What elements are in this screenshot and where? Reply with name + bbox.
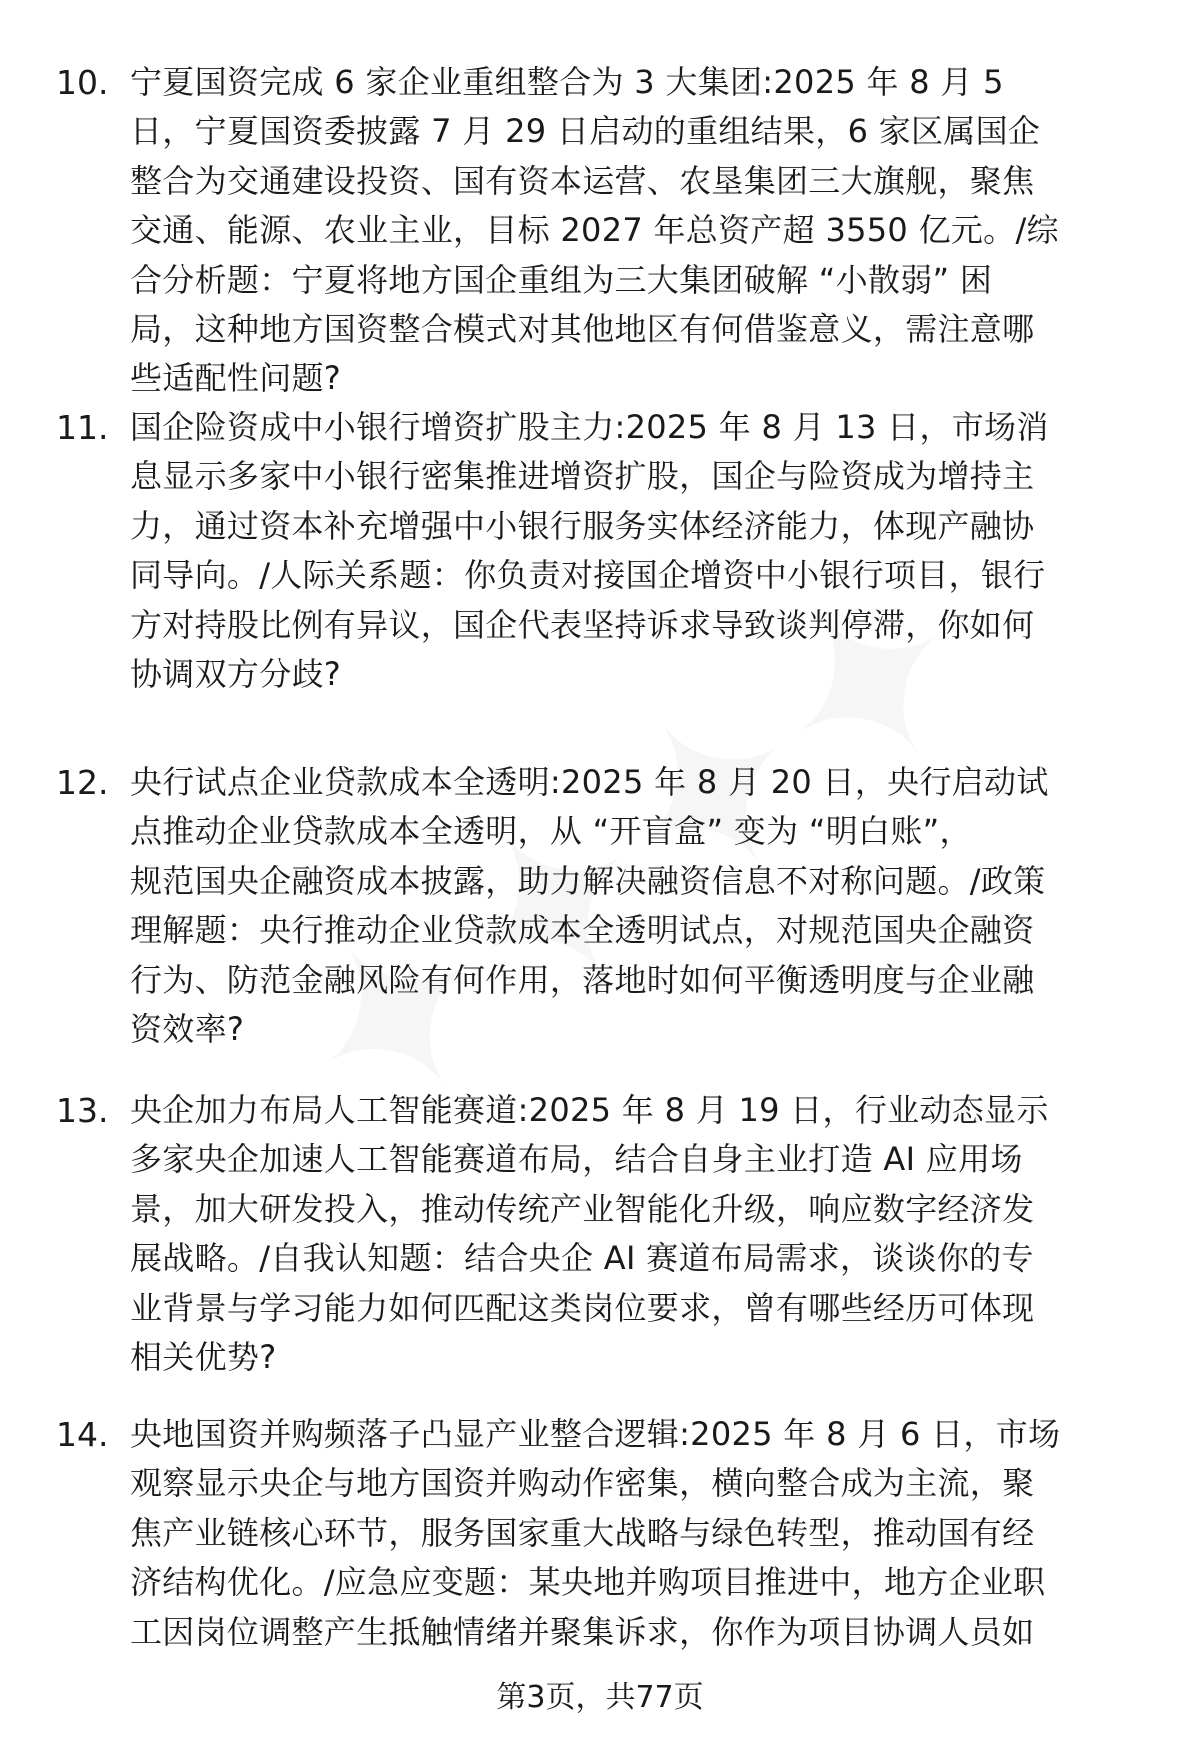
text-line: 日，宁夏国资委披露 7 月 29 日启动的重组结果，6 家区属国企 bbox=[130, 112, 1041, 151]
item-number: 13. bbox=[56, 1091, 109, 1130]
text-line: 展战略。/自我认知题：结合央企 AI 赛道布局需求，谈谈你的专 bbox=[130, 1239, 1034, 1278]
text-line: 央行试点企业贷款成本全透明:2025 年 8 月 20 日，央行启动试 bbox=[130, 763, 1049, 801]
text-line: 相关优势? bbox=[130, 1338, 277, 1377]
text-line: 央地国资并购频落子凸显产业整合逻辑:2025 年 8 月 6 日，市场 bbox=[130, 1415, 1061, 1453]
text-line: 理解题：央行推动企业贷款成本全透明试点，对规范国央企融资 bbox=[130, 911, 1035, 950]
text-line: 整合为交通建设投资、国有资本运营、农垦集团三大旗舰，聚焦 bbox=[130, 161, 1035, 200]
item-number: 10. bbox=[56, 63, 109, 102]
text-line: 合分析题：宁夏将地方国企重组为三大集团破解 “小散弱” 困 bbox=[130, 260, 993, 299]
text-line: 交通、能源、农业主业，目标 2027 年总资产超 3550 亿元。/综 bbox=[130, 211, 1059, 250]
item-number: 14. bbox=[56, 1415, 109, 1454]
text-line: 协调双方分歧? bbox=[130, 655, 342, 694]
text-line: 方对持股比例有异议，国企代表坚持诉求导致谈判停滞，你如何 bbox=[130, 605, 1035, 644]
text-line: 央企加力布局人工智能赛道:2025 年 8 月 19 日，行业动态显示 bbox=[130, 1091, 1049, 1129]
text-line: 点推动企业贷款成本全透明，从 “开盲盒” 变为 “明白账”， bbox=[130, 812, 972, 851]
page-footer: 第3页，共77页 bbox=[496, 1680, 704, 1715]
item-text bbox=[130, 758, 1160, 1054]
text-line: 些适配性问题? bbox=[130, 359, 342, 398]
text-line: 工因岗位调整产生抵触情绪并聚集诉求，你作为项目协调人员如 bbox=[130, 1612, 1035, 1651]
text-line: 局，这种地方国资整合模式对其他地区有何借鉴意义，需注意哪 bbox=[130, 310, 1035, 349]
text-line: 资效率? bbox=[130, 1010, 245, 1049]
text-line: 行为、防范金融风险有何作用，落地时如何平衡透明度与企业融 bbox=[130, 960, 1035, 999]
text-line: 业背景与学习能力如何匹配这类岗位要求，曾有哪些经历可体现 bbox=[130, 1288, 1035, 1327]
text-line: 焦产业链核心环节，服务国家重大战略与绿色转型，推动国有经 bbox=[130, 1513, 1035, 1552]
text-line: 规范国央企融资成本披露，助力解决融资信息不对称问题。/政策 bbox=[130, 861, 1046, 900]
item-text bbox=[130, 403, 1160, 699]
item-number: 12. bbox=[56, 763, 109, 802]
text-line: 宁夏国资完成 6 家企业重组整合为 3 大集团:2025 年 8 月 5 bbox=[130, 63, 1004, 101]
text-line: 同导向。/人际关系题：你负责对接国企增资中小银行项目，银行 bbox=[130, 556, 1046, 595]
text-line: 息显示多家中小银行密集推进增资扩股，国企与险资成为增持主 bbox=[130, 457, 1035, 496]
item-text bbox=[130, 58, 1160, 404]
item-text bbox=[130, 1410, 1160, 1657]
text-line: 国企险资成中小银行增资扩股主力:2025 年 8 月 13 日，市场消 bbox=[130, 408, 1049, 446]
item-text bbox=[130, 1086, 1160, 1382]
text-line: 济结构优化。/应急应变题：某央地并购项目推进中，地方企业职 bbox=[130, 1563, 1046, 1602]
item-number: 11. bbox=[56, 408, 109, 447]
text-line: 力，通过资本补充增强中小银行服务实体经济能力，体现产融协 bbox=[130, 506, 1035, 545]
text-line: 多家央企加速人工智能赛道布局，结合自身主业打造 AI 应用场 bbox=[130, 1140, 1023, 1179]
text-line: 景，加大研发投入，推动传统产业智能化升级，响应数字经济发 bbox=[130, 1189, 1035, 1228]
text-line: 观察显示央企与地方国资并购动作密集，横向整合成为主流，聚 bbox=[130, 1464, 1035, 1503]
